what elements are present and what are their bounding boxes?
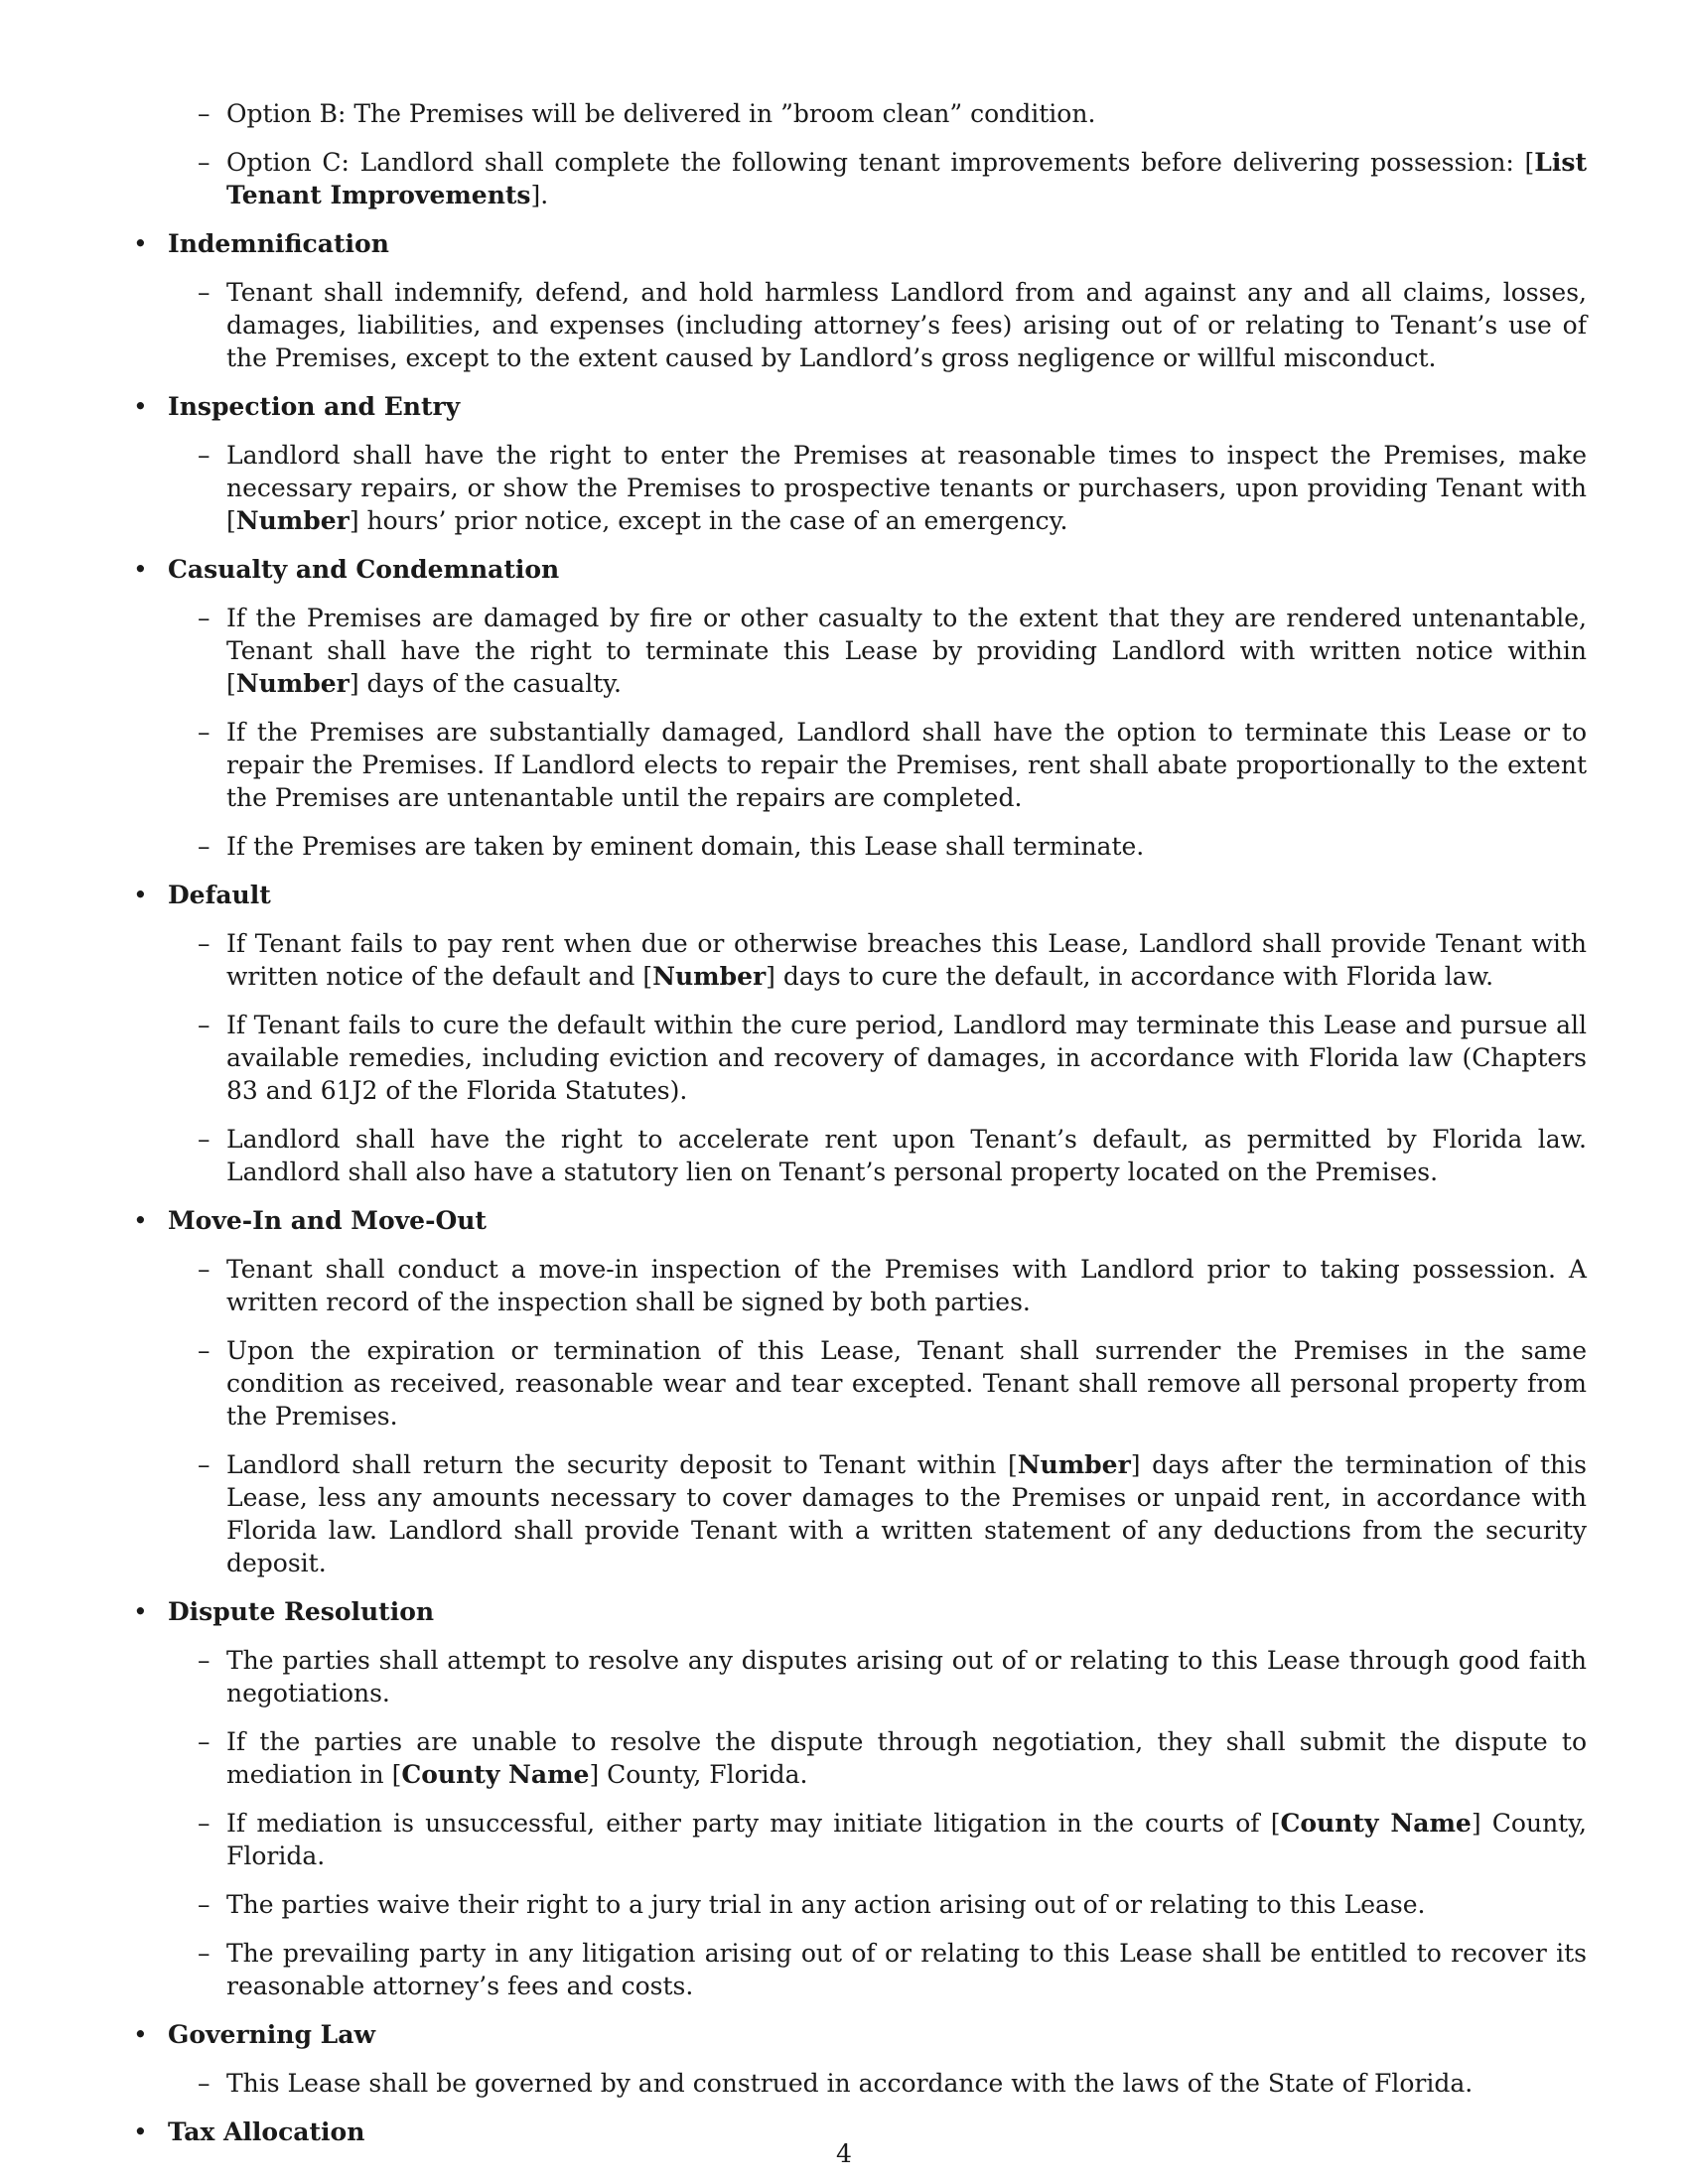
clause-item (127, 1725, 1587, 1791)
clause-text: ] days of the casualty. (349, 669, 622, 698)
clause-item (127, 276, 1587, 374)
clause-item (127, 716, 1587, 814)
clause-item (127, 1334, 1587, 1433)
clause-item (127, 602, 1587, 700)
dash-marker: – (198, 604, 211, 632)
clause-text: If the Premises are damaged by fire or other casualty to the extent that they are rendered untenantable, Tenant shall have the right to terminate this Lease by providing Landlord with written notice within [ (226, 604, 1587, 698)
bullet-marker: • (133, 1206, 148, 1235)
clause-text: ] days after the termination of this Lease, less any amounts necessary to cover damages to the Premises or unpaid rent, in accordance with Florida law. Landlord shall provide Tenant with a written statement of any deductions from the security deposit. (226, 1450, 1587, 1577)
dash-marker: – (198, 1011, 211, 1039)
section-title: Inspection and Entry (168, 392, 461, 421)
dash-marker: – (198, 441, 211, 470)
dash-marker: – (198, 1450, 211, 1479)
dash-marker: – (198, 1809, 211, 1838)
section-heading (127, 2018, 1587, 2051)
clause-item (127, 1644, 1587, 1709)
placeholder-field: County Name (401, 1760, 590, 1789)
dash-marker: – (198, 99, 211, 128)
bullet-marker: • (133, 2020, 148, 2049)
clause-text: Landlord shall have the right to accelerate rent upon Tenant’s default, as permitted by Florida law. Landlord shall also have a statutory lien on Tenant’s personal property located on the Premises. (226, 1125, 1587, 1186)
dash-marker: – (198, 1646, 211, 1675)
bullet-marker: • (133, 392, 148, 421)
clause-item (127, 1448, 1587, 1579)
dash-marker: – (198, 1255, 211, 1284)
placeholder-field: List Tenant Improvements (226, 148, 1587, 209)
clause-text: The parties shall attempt to resolve any disputes arising out of or relating to this Lease through good faith negotiations. (226, 1646, 1587, 1707)
clause-text: If the parties are unable to resolve the dispute through negotiation, they shall submit the dispute to mediation in [ (226, 1727, 1587, 1789)
section-title: Casualty and Condemnation (168, 555, 560, 584)
clause-text: The prevailing party in any litigation arising out of or relating to this Lease shall be entitled to recover its reasonable attorney’s fees and costs. (226, 1939, 1587, 2000)
bullet-marker: • (133, 555, 148, 584)
placeholder-field: Number (1017, 1450, 1131, 1479)
clause-text: If the Premises are substantially damaged, Landlord shall have the option to terminate this Lease or to repair the Premises. If Landlord elects to repair the Premises, rent shall abate proportionally to the extent the Premises are untenantable until the repairs are completed. (226, 718, 1587, 812)
clause-text: Upon the expiration or termination of this Lease, Tenant shall surrender the Premises in the same condition as received, reasonable wear and tear excepted. Tenant shall remove all personal property from the Premises. (226, 1336, 1587, 1431)
section-title: Move-In and Move-Out (168, 1206, 487, 1235)
section-title: Indemnification (168, 229, 389, 258)
clause-text: Tenant shall indemnify, defend, and hold harmless Landlord from and against any and all claims, losses, damages, liabilities, and expenses (including attorney’s fees) arising out of or relating to Tenant’s use of the Premises, except to the extent caused by Landlord’s gross negligence or willful misconduct. (226, 278, 1587, 372)
dash-marker: – (198, 1336, 211, 1365)
bullet-marker: • (133, 2117, 148, 2146)
clause-text: If mediation is unsuccessful, either party may initiate litigation in the courts of [ (226, 1809, 1281, 1838)
clause-text: ]. (530, 181, 549, 209)
dash-marker: – (198, 278, 211, 307)
section-heading (127, 1204, 1587, 1237)
section-heading (127, 1595, 1587, 1628)
section-title: Governing Law (168, 2020, 375, 2049)
clause-item (127, 1009, 1587, 1107)
dash-marker: – (198, 929, 211, 958)
dash-marker: – (198, 1939, 211, 1968)
clause-text: Option B: The Premises will be delivered in ”broom clean” condition. (226, 99, 1096, 128)
section-heading (127, 553, 1587, 586)
clause-item (127, 439, 1587, 537)
clause-item (127, 1888, 1587, 1921)
clause-item (127, 97, 1587, 130)
placeholder-field: Number (235, 506, 350, 535)
clause-item (127, 2067, 1587, 2100)
clause-text: If Tenant fails to pay rent when due or otherwise breaches this Lease, Landlord shall provide Tenant with written notice of the default and [ (226, 929, 1587, 991)
clause-text: This Lease shall be governed by and construed in accordance with the laws of the State of Florida. (226, 2069, 1474, 2098)
clause-text: ] County, Florida. (226, 1809, 1587, 1870)
clause-item (127, 830, 1587, 863)
clause-text: Option C: Landlord shall complete the following tenant improvements before delivering possession: [ (226, 148, 1535, 177)
clause-item (127, 927, 1587, 993)
section-title: Dispute Resolution (168, 1597, 435, 1626)
placeholder-field: County Name (1280, 1809, 1472, 1838)
section-heading (127, 390, 1587, 423)
clause-text: Landlord shall return the security deposit to Tenant within [ (226, 1450, 1018, 1479)
bullet-marker: • (133, 881, 148, 909)
clause-text: Tenant shall conduct a move-in inspection of the Premises with Landlord prior to taking possession. A written record of the inspection shall be signed by both parties. (226, 1255, 1587, 1316)
clause-text: The parties waive their right to a jury trial in any action arising out of or relating to this Lease. (226, 1890, 1426, 1919)
dash-marker: – (198, 148, 211, 177)
clause-text: Landlord shall have the right to enter the Premises at reasonable times to inspect the Premises, make necessary repairs, or show the Premises to prospective tenants or purchasers, upon providing Tenant with [ (226, 441, 1587, 535)
placeholder-field: Number (652, 962, 767, 991)
dash-marker: – (198, 2069, 211, 2098)
clause-text: If Tenant fails to cure the default within the cure period, Landlord may terminate this Lease and pursue all available remedies, including eviction and recovery of damages, in accordance with Florida law (Chapters 83 and 61J2 of the Florida Statutes). (226, 1011, 1587, 1105)
section-heading (127, 879, 1587, 911)
dash-marker: – (198, 718, 211, 747)
clause-text: ] hours’ prior notice, except in the case of an emergency. (349, 506, 1068, 535)
placeholder-field: Number (235, 669, 350, 698)
dash-marker: – (198, 1727, 211, 1756)
clause-item (127, 1123, 1587, 1188)
clause-item (127, 146, 1587, 211)
clause-item (127, 1937, 1587, 2002)
lease-clauses (127, 97, 1587, 2164)
bullet-marker: • (133, 229, 148, 258)
section-heading (127, 227, 1587, 260)
clause-text: ] days to cure the default, in accordance with Florida law. (766, 962, 1494, 991)
clause-text: ] County, Florida. (589, 1760, 808, 1789)
dash-marker: – (198, 1890, 211, 1919)
clause-text: If the Premises are taken by eminent domain, this Lease shall terminate. (226, 832, 1145, 861)
section-title: Tax Allocation (168, 2117, 365, 2146)
page-number: 4 (836, 2139, 852, 2168)
dash-marker: – (198, 832, 211, 861)
clause-item (127, 1253, 1587, 1318)
clause-item (127, 1807, 1587, 1872)
bullet-marker: • (133, 1597, 148, 1626)
section-title: Default (168, 881, 271, 909)
dash-marker: – (198, 1125, 211, 1154)
